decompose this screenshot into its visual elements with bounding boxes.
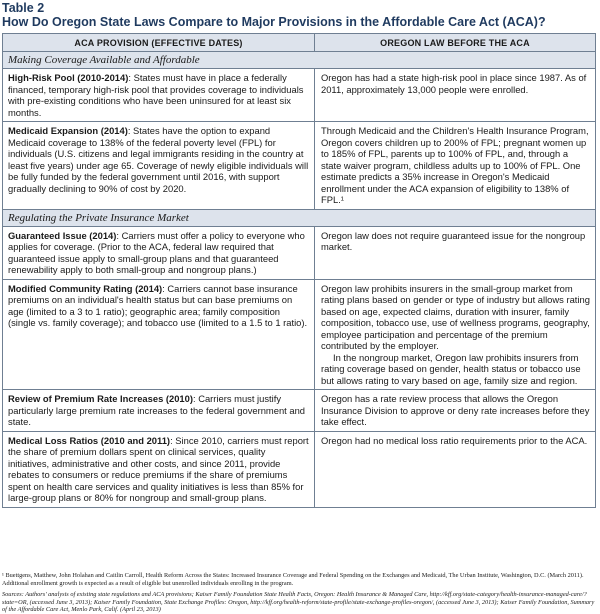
aca-provision-cell bbox=[3, 432, 315, 507]
table-row bbox=[3, 122, 595, 210]
table-title: How Do Oregon State Laws Compare to Major Provisions in the Affordable Care Act (ACA)? bbox=[2, 15, 546, 29]
table-row bbox=[3, 227, 595, 280]
provision-name: Modified Community Rating (2014) bbox=[8, 282, 163, 294]
provision-text: : States must have in place a federally financed, temporary high-risk pool that provides coverage to individuals with pre-existing conditions who have been uninsured for at least six months. bbox=[8, 72, 304, 118]
provision-name: High-Risk Pool (2010-2014) bbox=[8, 72, 129, 83]
oregon-law-cell bbox=[315, 69, 595, 121]
table-label: Table 2 bbox=[2, 1, 45, 15]
provision-text: : Carriers must offer a policy to everyone who applies for coverage. (Prior to the ACA, federal law required that guaranteed issue apply to small-group plans and that guaranteed renewability apply to both small-group and nongroup plans.) bbox=[8, 229, 305, 275]
oregon-law-text: Oregon law does not require guaranteed issue for the nongroup market. bbox=[321, 229, 586, 252]
section-title: Making Coverage Available and Affordable bbox=[3, 52, 595, 69]
table-row bbox=[3, 432, 595, 507]
oregon-law-cell bbox=[315, 122, 595, 209]
table-row bbox=[3, 69, 595, 122]
table-row bbox=[3, 280, 595, 391]
header-oregon-law: OREGON LAW BEFORE THE ACA bbox=[380, 38, 530, 48]
comparison-table bbox=[2, 33, 596, 508]
footnote: ¹ Buettgens, Matthew, John Holahan and Caitlin Carroll, Health Reform Across the States: Increased Insurance Coverage and Federal Spending on the Exchanges and Medicaid, The Urban Institute, Washington, D.C. (March 2011). Additional enrollment growth is expected as a result of eligible but unenrolled individuals enrolling in the program. bbox=[2, 572, 584, 587]
oregon-law-text: Oregon law prohibits insurers in the small-group market from rating plans based on gender or type of industry but allows rating based on age, expected claims, duration with insurer, family composition, tobacco use, use of wellness programs, geography, employee participation and percentage of the premium contributed by the employer. bbox=[321, 282, 590, 351]
provision-name: Medical Loss Ratios (2010 and 2011) bbox=[8, 434, 171, 446]
oregon-law-text: Oregon has a rate review process that allows the Oregon Insurance Division to approve or deny rate increases before they take effect. bbox=[321, 393, 590, 427]
aca-provision-cell bbox=[3, 69, 315, 121]
aca-provision-cell bbox=[3, 390, 315, 431]
oregon-law-text: Oregon has had a state high-risk pool in place since 1987. As of 2011, approximately 13,000 people were enrolled. bbox=[321, 72, 587, 95]
oregon-law-cell bbox=[315, 227, 595, 279]
oregon-law-cell bbox=[315, 390, 595, 431]
aca-provision-cell bbox=[3, 122, 315, 209]
provision-name: Guaranteed Issue (2014) bbox=[8, 229, 117, 241]
oregon-law-text: Through Medicaid and the Children's Health Insurance Program, Oregon covers children up to 200% of FPL; pregnant women up to 185% of FPL, parents up to 100% of FPL, and, through a state waiver program, childless adults up to 100% of FPL. One estimate predicts a 35% increase in Oregon's Medicaid enrollment under the ACA expansion of eligibility to 138% of FPL.¹ bbox=[321, 125, 589, 205]
aca-provision-cell bbox=[3, 227, 315, 279]
oregon-law-cell bbox=[315, 432, 595, 507]
section-title: Regulating the Private Insurance Market bbox=[3, 210, 595, 227]
provision-text: : Carriers must justify particularly large premium rate increases to the federal government and state. bbox=[8, 393, 306, 427]
table-row bbox=[3, 390, 595, 432]
provision-name: Medicaid Expansion (2014) bbox=[8, 125, 128, 136]
oregon-law-text-nongroup: In the nongroup market, Oregon law prohibits insurers from rating coverage based on gender, health status or tobacco use but allows rating to vary based on age, family size and region. bbox=[321, 351, 581, 386]
provision-text: : Since 2010, carriers must report the share of premium dollars spent on clinical services, quality initiatives, administrative and other costs, and since 2011, provide rebates to consumers or reduce premiums if the share of premiums spent on health care services and quality initiatives is less than 85% for large-group plans or 80% for nongroup and small-group plans. bbox=[8, 434, 309, 503]
sources: Sources: Authors' analysis of existing state regulations and ACA provisions; Kaiser Family Foundation State Health Facts, Oregon: Health Insurance & Managed Care, http://kff.org/state-category/health-insurance-managed-care/?state=OR, (accessed June 3, 2013); Kaiser Family Foundation, State Exchange Profiles: Oregon, http://kff.org/health-reform/state-profile/state-exchange-profiles-oregon/, (accessed June 3, 2013); Kaiser Family Foundation, Summary of the Affordable Care Act, Menlo Park, Calif. (April 23, 2013) bbox=[2, 591, 595, 614]
provision-name: Review of Premium Rate Increases (2010) bbox=[8, 393, 193, 404]
table-header bbox=[3, 34, 595, 52]
provision-text: : States have the option to expand Medicaid coverage to 138% of the federal poverty level (FPL) for individuals (U.S. citizens and legal immigrants residing in the country at least five years) under age 65. Coverage of newly eligible individuals will be fully funded by the federal government until 2016, with support gradually declining to 90% of cost by 2020. bbox=[8, 125, 309, 194]
header-aca-provision: ACA PROVISION (EFFECTIVE DATES) bbox=[3, 34, 315, 51]
oregon-law-text: Oregon had no medical loss ratio requirements prior to the ACA. bbox=[321, 434, 588, 446]
footnotes bbox=[2, 572, 596, 614]
aca-provision-cell bbox=[3, 280, 315, 390]
provision-text: : Carriers cannot base insurance premiums on an individual's health status but can base premiums on age (limited to a 3 to 1 ratio); geographic area; family composition (single vs. family coverage); and tobacco use (limited to a 1.5 to 1 ratio). bbox=[8, 282, 308, 328]
oregon-law-cell bbox=[315, 280, 595, 390]
